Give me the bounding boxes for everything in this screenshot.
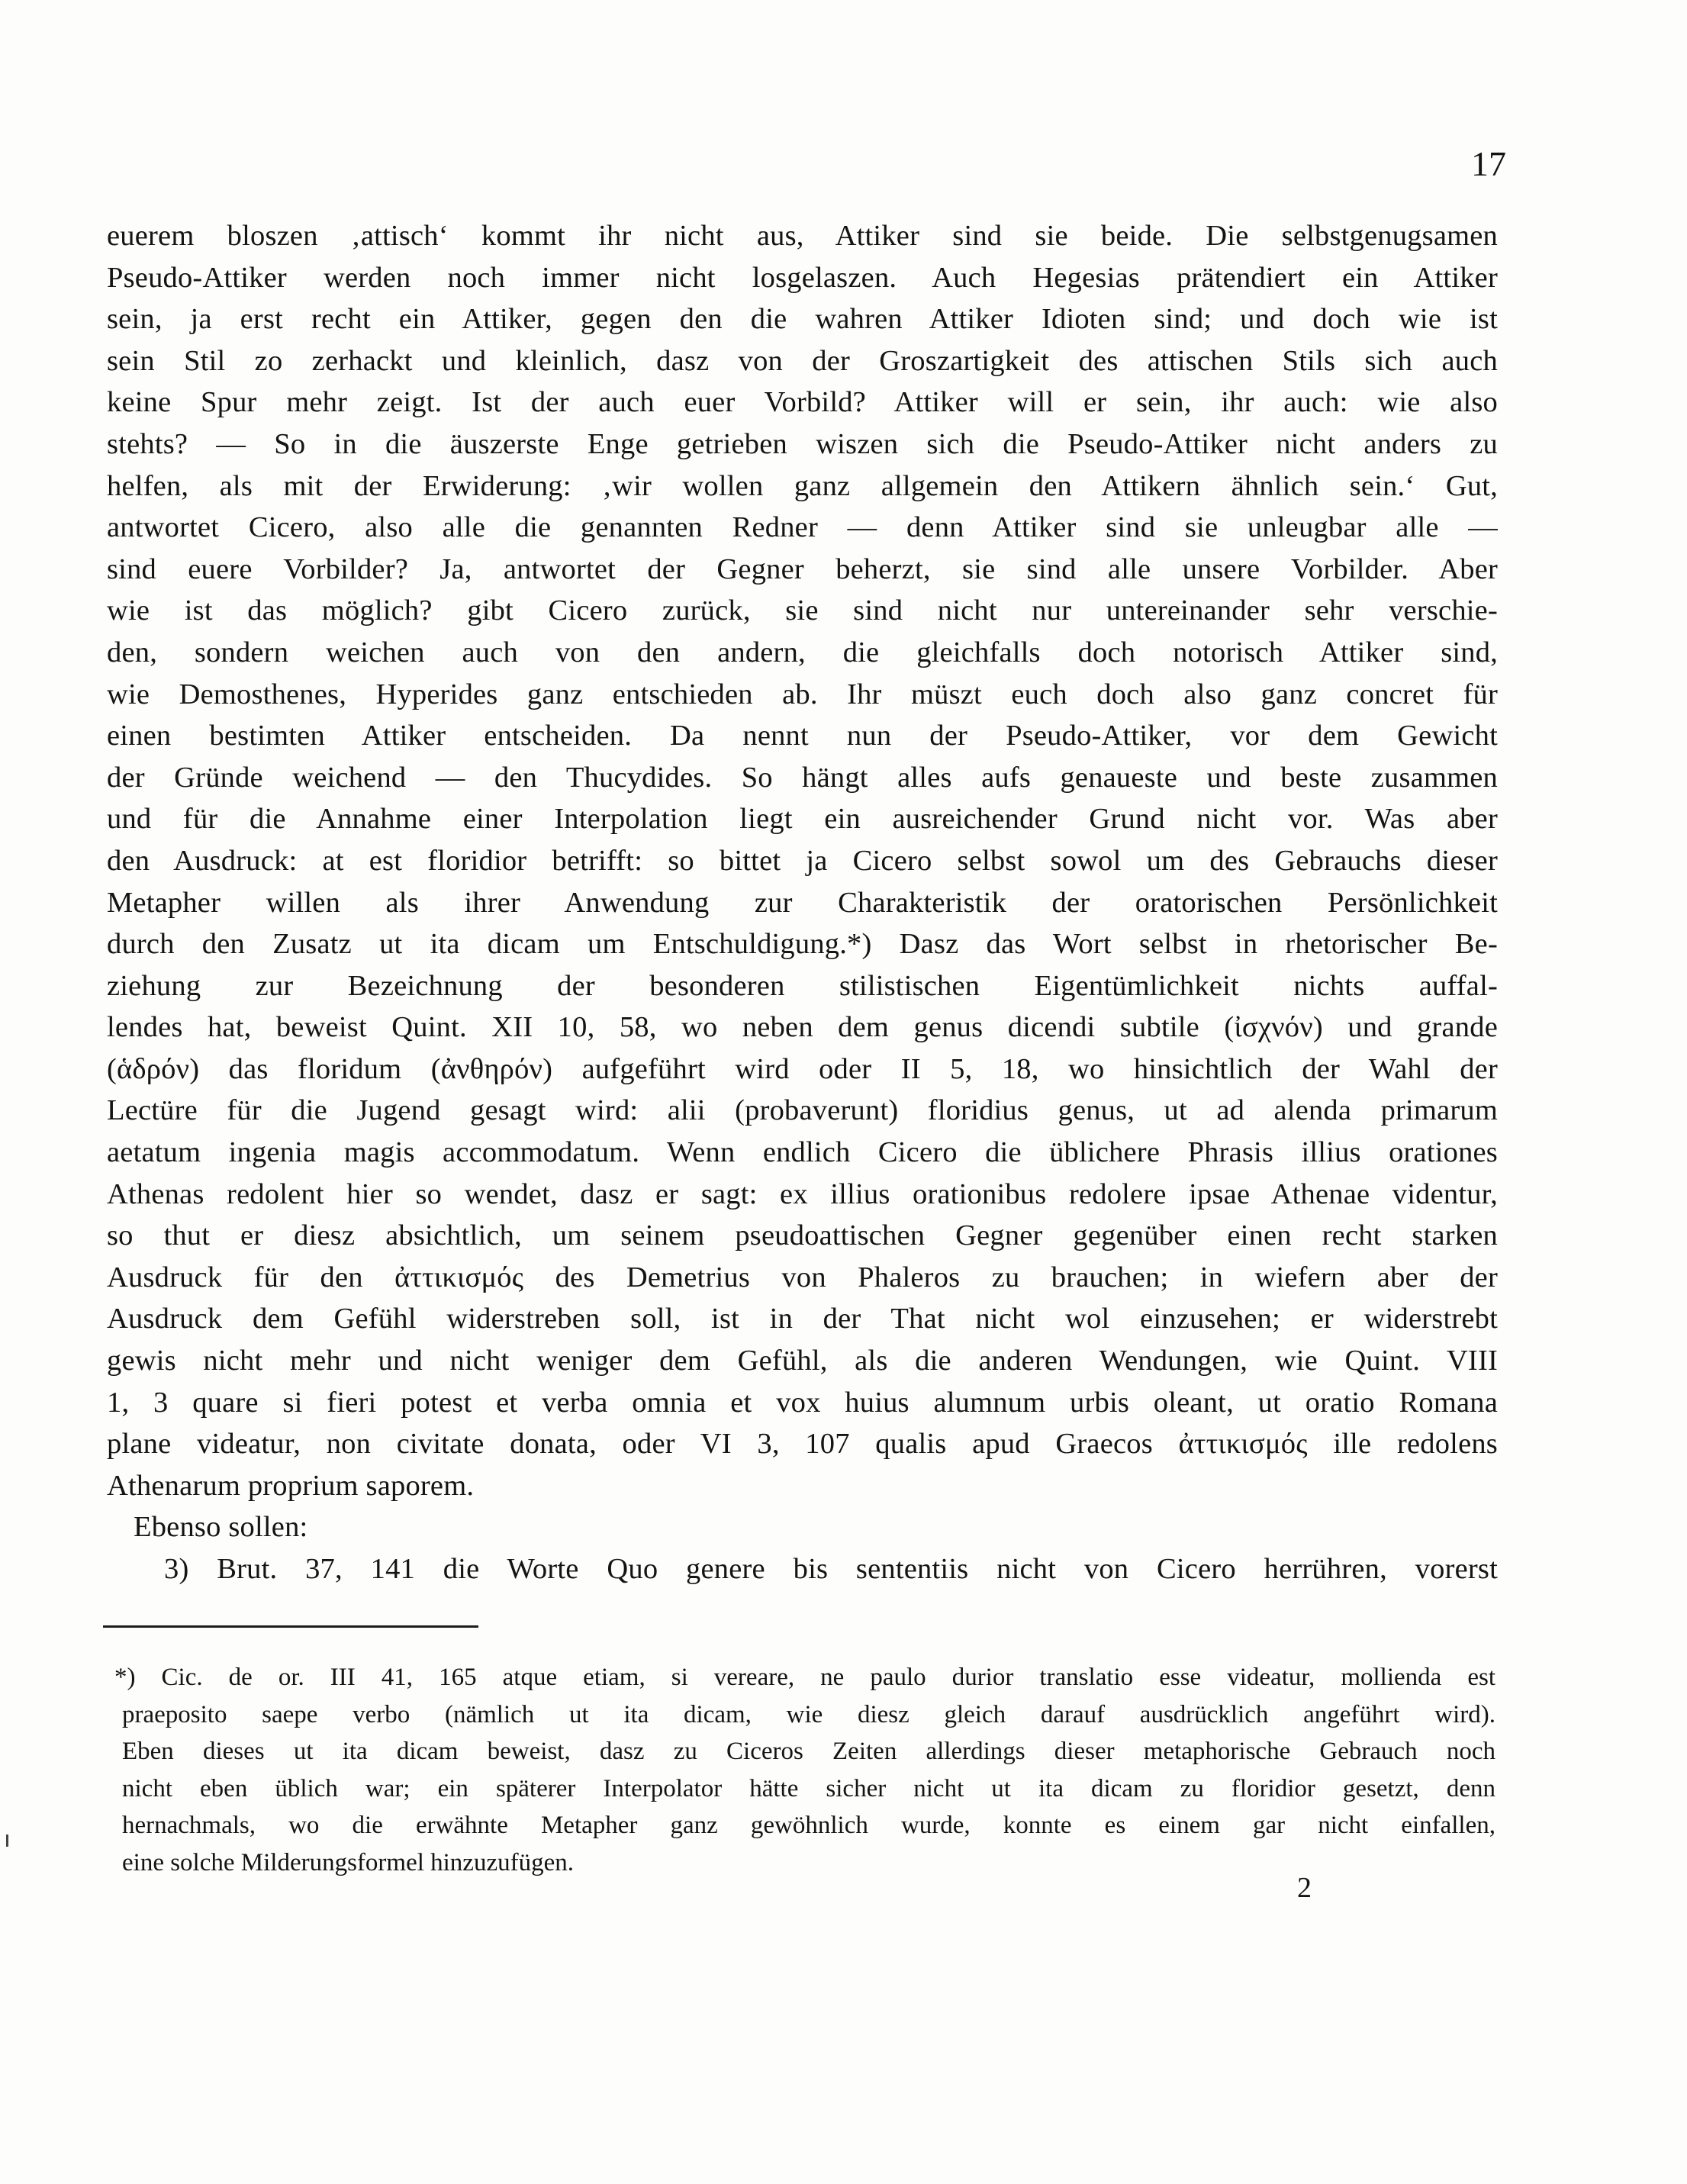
body-line: sind euere Vorbilder? Ja, antwortet der Gegner beherzt, sie sind alle unsere Vorbilder. Aber (107, 552, 1498, 585)
body-line: durch den Zusatz ut ita dicam um Entschuldigung.*) Dasz das Wort selbst in rhetorischer Be- (107, 928, 1498, 961)
footnote-line: Eben dieses ut ita dicam beweist, dasz zu Ciceros Zeiten allerdings dieser metaphorische Gebrauch noch (122, 1738, 1495, 1765)
body-line: Lectüre für die Jugend gesagt wird: alii (probaverunt) floridius genus, ut ad alenda primarum (107, 1094, 1498, 1127)
body-line: (ἁδρόν) das floridum (ἀνθηρόν) aufgeführt wird oder II 5, 18, wo hinsichtlich der Wahl der (107, 1052, 1498, 1085)
footnote-divider (103, 1625, 478, 1628)
body-line: den, sondern weichen auch von den andern, die gleichfalls doch notorisch Attiker sind, (107, 636, 1498, 668)
body-line: plane videatur, non civitate donata, oder VI 3, 107 qualis apud Graecos ἀττικισμός ille redolens (107, 1428, 1498, 1461)
body-line: Athenarum proprium saporem. (107, 1469, 475, 1502)
body-line: sein, ja erst recht ein Attiker, gegen den die wahren Attiker Idioten sind; und doch wie ist (107, 303, 1498, 336)
body-line: so thut er diesz absichtlich, um seinem pseudoattischen Gegner gegenüber einen recht starken (107, 1219, 1498, 1252)
body-line: einen bestimten Attiker entscheiden. Da nennt nun der Pseudo-Attiker, vor dem Gewicht (107, 720, 1498, 752)
body-line: Pseudo-Attiker werden noch immer nicht losgelaszen. Auch Hegesias prätendiert ein Attiker (107, 261, 1498, 294)
body-line: antwortet Cicero, also alle die genannten Redner — denn Attiker sind sie unleugbar alle — (107, 511, 1498, 544)
body-text (107, 215, 1498, 1590)
body-line: und für die Annahme einer Interpolation liegt ein ausreichender Grund nicht vor. Was aber (107, 803, 1498, 836)
page-number: 17 (1471, 144, 1506, 183)
body-line: lendes hat, beweist Quint. XII 10, 58, wo neben dem genus dicendi subtile (ἰσχνόν) und grande (107, 1011, 1498, 1044)
body-line: helfen, als mit der Erwiderung: ‚wir wollen ganz allgemein den Attikern ähnlich sein.‘ Gut, (107, 469, 1498, 502)
body-line: der Gründe weichend — den Thucydides. So hängt alles aufs genaueste und beste zusammen (107, 761, 1498, 794)
body-line: Athenas redolent hier so wendet, dasz er sagt: ex illius orationibus redolere ipsae Athenae videntur, (107, 1177, 1498, 1210)
body-line: ziehung zur Bezeichnung der besonderen stilistischen Eigentümlichkeit nichts auffal- (107, 969, 1498, 1002)
footnote-line: nicht eben üblich war; ein späterer Interpolator hätte sicher nicht ut ita dicam zu floridior gesetzt, denn (122, 1774, 1495, 1802)
body-line: Ausdruck dem Gefühl widerstreben soll, ist in der That nicht wol einzusehen; er widerstrebt (107, 1303, 1498, 1335)
body-line: gewis nicht mehr und nicht weniger dem Gefühl, als die anderen Wendungen, wie Quint. VIII (107, 1345, 1498, 1377)
footnote-line: praeposito saepe verbo (nämlich ut ita dicam, wie diesz gleich darauf ausdrücklich angeführt wird). (122, 1700, 1495, 1728)
body-line: 1, 3 quare si fieri potest et verba omnia et vox huius alumnum urbis oleant, ut oratio Romana (107, 1386, 1498, 1419)
body-line: Metapher willen als ihrer Anwendung zur Charakteristik der oratorischen Persönlichkeit (107, 886, 1498, 919)
footnote-line: hernachmals, wo die erwähnte Metapher ganz gewöhnlich wurde, konnte es einem gar nicht einfallen, (122, 1812, 1495, 1839)
body-line: sein Stil zo zerhackt und kleinlich, dasz von der Groszartigkeit des attischen Stils sich auch (107, 344, 1498, 377)
numbered-item: 3) Brut. 37, 141 die Worte Quo genere bis sententiis nicht von Cicero herrühren, vorerst (164, 1553, 1498, 1585)
body-line: stehts? — So in die äuszerste Enge getrieben wiszen sich die Pseudo-Attiker nicht anders zu (107, 427, 1498, 460)
footnote-line: eine solche Milderungsformel hinzuzufügen. (122, 1848, 574, 1876)
body-line: wie Demosthenes, Hyperides ganz entschieden ab. Ihr müszt euch doch also ganz concret für (107, 678, 1498, 710)
body-line: keine Spur mehr zeigt. Ist der auch euer Vorbild? Attiker will er sein, ihr auch: wie also (107, 386, 1498, 419)
body-line: aetatum ingenia magis accommodatum. Wenn endlich Cicero die üblichere Phrasis illius orationes (107, 1136, 1498, 1169)
body-line: Ausdruck für den ἀττικισμός des Demetrius von Phaleros zu brauchen; in wiefern aber der (107, 1261, 1498, 1293)
footnote-line: *) Cic. de or. III 41, 165 atque etiam, si vereare, ne paulo durior translatio esse videatur, mollienda est (114, 1664, 1495, 1691)
footnote (114, 1659, 1495, 1881)
body-line: euerem bloszen ‚attisch‘ kommt ihr nicht aus, Attiker sind sie beide. Die selbstgenugsamen (107, 220, 1498, 252)
body-line: den Ausdruck: at est floridior betrifft: so bittet ja Cicero selbst sowol um des Gebrauchs dieser (107, 844, 1498, 877)
section-lead: Ebenso sollen: (134, 1511, 308, 1544)
body-line: wie ist das möglich? gibt Cicero zurück, sie sind nicht nur untereinander sehr verschie- (107, 594, 1498, 627)
printer-signature: 2 (1297, 1872, 1312, 1904)
margin-mark (6, 1834, 8, 1847)
